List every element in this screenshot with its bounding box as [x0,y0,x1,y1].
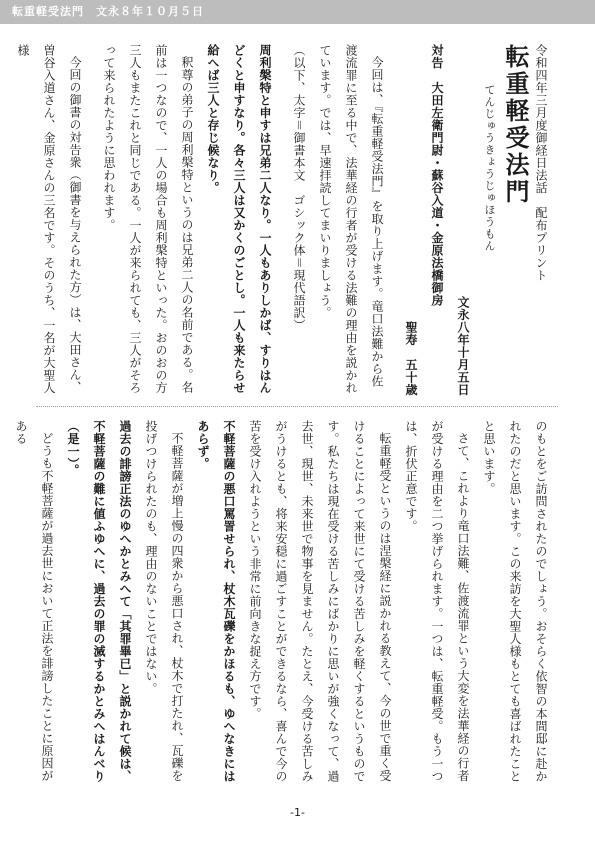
translation-2: 不軽菩薩が増上慢の四衆から悪口され、杖木で打たれ、瓦礫を投げつけられたのも、理由のないことではない。 [144,420,184,782]
translation-3: どうも不軽菩薩が過去世において正法を誹謗したことに原因がある [14,420,54,782]
page-number: -1- [290,806,305,819]
lower-panel [14,420,554,788]
gosho-quote-3: 過去の誹謗正法のゆへかとみへて「其罪畢已」と説かれて候は、不軽菩薩の難に値ふゆへに、過去の罪の滅するかとみへはんべり（是一）。 [66,420,132,783]
upper-panel [16,44,554,396]
spacer [88,44,96,396]
paragraph-3: のもとをご訪問されたのでしょう。おそらく依智の本間邸に赴かれたのだと思います。この来訪を大聖人様もとても喜ばれたことと思います。 [482,420,548,783]
running-header: 転重軽受法門 文永８年１０月５日 [0,0,595,24]
section-divider [36,406,558,407]
spacer [390,44,398,396]
paragraph-4: さて、これより竜口法難、佐渡流罪という大変を法華経の行者が受ける理由を二つ挙げられます。一つは、転重軽受。もう一つは、折伏正意です。 [404,420,470,783]
translation-1: 釈尊の弟子の周利槃特というのは兄弟二人の名前である。名前は一つなので、一人の場合も周利槃特といった。おのおの方三人もまたこれと同じである。一人が来られても、三人がそろって来られたように思われます。 [102,44,194,394]
gosho-quote-2: 不軽菩薩の悪口罵詈せられ、杖木瓦礫をかほるも、ゆへなきにはあらず。 [196,420,236,783]
age-line: 聖寿 五十歳 [404,321,418,396]
title-prefix: 令和四年三月度御経日法話 配布プリント [534,44,548,282]
paragraph-5: 転重軽受というのは涅槃経に説かれる教えて、今の世で重く受けることによって来世にて受ける苦しみを軽くするというものです。私たちは現在受ける苦しみにばかりに思いが強くなって、過去世、現世、未来世で物事を見ません。たとえ、今受ける苦しみがうけるとも、将来安穏に過ごすことができるなら、喜んで今の苦を受け入れようという非常に前向きな捉え方です。 [248,420,392,783]
gosho-quote-1: 周利槃特と申すは兄弟二人なり。一人もありしかば、すりはんどくと申すなり。各々三人は又かくのごとし。一人も来たらせ給へば三人と存じ候なり。 [206,44,272,394]
spacer [278,44,286,396]
intro-paragraph: 今回は、『転重軽受法門』を取り上げます。竜口法難から佐渡流罪に至る中で、法華経の行者が受ける法難の理由を説かれています。では、早速拝読してまいりましょう。 [318,44,384,394]
recipients-line: 対告 大田左衛門尉・蘇谷入道・金原法橋御房 [430,44,444,307]
document-title: 転重軽受法門 [501,44,530,206]
paragraph-2: 今回の御書の対告衆（御書を与えられた方）は、大田さん、曽谷入道さん、金原さんの三名です。そのうち、一名が大聖人様 [16,44,82,394]
date-line: 文永八年十月五日 [456,296,470,396]
legend-note: （以下、太字＝御書本文 ゴシック体＝現代語訳） [292,44,306,332]
title-reading: てんじゅうきょうじゅほうもん [483,84,496,252]
